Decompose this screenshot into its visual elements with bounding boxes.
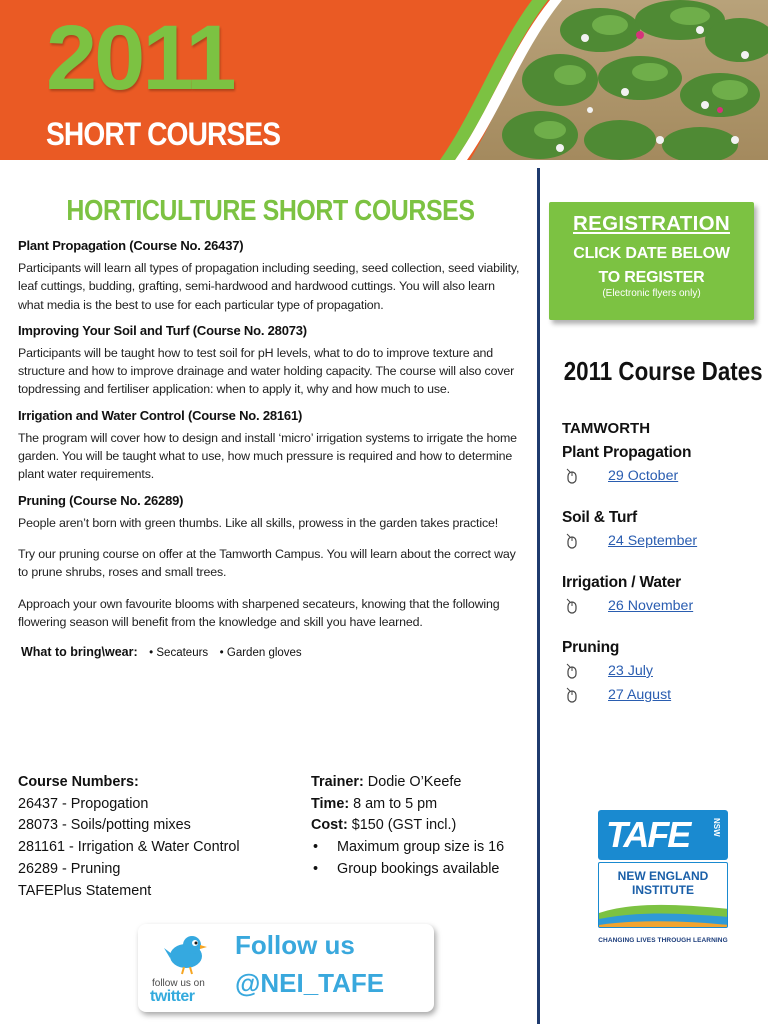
registration-box: [549, 202, 754, 320]
course-description: Participants will learn all types of propagation including seeding, seed collection, seed viability, leaf cuttings, budding, grafting, semi-hardwood and hardwood cuttings. You will also learn what media is the best to use for each particular type of propagation.: [18, 261, 520, 312]
twitter-wordmark: twitter: [150, 988, 195, 1005]
course-description: Approach your own favourite blooms with sharpened secateurs, knowing that the following flowering season will benefit from the knowledge and skill you have learned.: [18, 596, 500, 629]
header-banner: [0, 0, 768, 160]
registration-title: REGISTRATION: [573, 212, 730, 235]
bring-item: • Garden gloves: [219, 647, 302, 660]
tafe-logo-top: [598, 810, 728, 860]
course-number-item: TAFEPlus Statement: [18, 882, 152, 899]
what-to-bring: [18, 645, 523, 659]
follow-us-on-text: follow us on: [152, 978, 205, 989]
course-heading: Plant Propagation (Course No. 26437): [18, 238, 244, 253]
date-group: [562, 444, 762, 491]
date-row[interactable]: [562, 467, 762, 491]
date-group: [562, 509, 762, 556]
landscape-swoosh-icon: [599, 899, 728, 928]
tafe-wordmark: TAFE: [606, 814, 690, 855]
date-row[interactable]: [562, 662, 762, 686]
course-number-item: 26437 - Propogation: [18, 795, 149, 812]
cost-line: Cost: $150 (GST incl.): [311, 817, 457, 834]
date-group-title: Plant Propagation: [562, 444, 692, 461]
twitter-bird-icon: [162, 930, 208, 976]
date-row[interactable]: [562, 597, 762, 621]
date-group: [562, 639, 762, 710]
tafe-logo: [596, 808, 730, 953]
follow-us-heading: Follow us: [235, 930, 355, 960]
date-group-title: Pruning: [562, 639, 620, 656]
date-link[interactable]: 23 July: [608, 663, 653, 679]
tafe-nsw-label: NSW: [712, 818, 721, 837]
mouse-pointer-icon: [565, 533, 579, 549]
course-dates-list: [562, 420, 762, 728]
time-line: Time: 8 am to 5 pm: [311, 795, 438, 812]
course-dates-title: 2011 Course Dates: [563, 356, 763, 386]
date-link[interactable]: 27 August: [608, 687, 672, 703]
location-label: TAMWORTH: [562, 420, 651, 437]
course-heading: Irrigation and Water Control (Course No. 28161): [18, 407, 303, 423]
date-link[interactable]: 29 October: [608, 468, 679, 484]
course-descriptions: [18, 195, 523, 659]
trainer-line: Trainer: Dodie O’Keefe: [311, 774, 462, 790]
course-number-item: 281161 - Irrigation & Water Control: [18, 839, 240, 856]
date-link[interactable]: 26 November: [608, 598, 694, 614]
registration-instruction: CLICK DATE BELOW: [573, 245, 730, 262]
mouse-pointer-icon: [565, 687, 579, 703]
twitter-handle[interactable]: @NEI_TAFE: [235, 968, 385, 998]
banner-subtitle: SHORT COURSES: [46, 116, 281, 152]
course-number-item: 28073 - Soils/potting mixes: [18, 817, 191, 834]
mouse-pointer-icon: [565, 468, 579, 484]
course-numbers: [18, 772, 308, 902]
date-group-title: Soil & Turf: [562, 509, 638, 526]
page-title: HORTICULTURE SHORT COURSES: [66, 195, 475, 227]
course-description: People aren’t born with green thumbs. Like all skills, prowess in the garden takes practice!: [18, 515, 499, 530]
bring-item: • Secateurs: [149, 647, 209, 660]
date-group: [562, 574, 762, 621]
logistics-bullet: • Maximum group size is 16: [311, 837, 526, 859]
registration-instruction: TO REGISTER: [598, 269, 705, 286]
twitter-follow-box[interactable]: [138, 924, 434, 1012]
tafe-logo-body: [598, 862, 728, 928]
course-number-item: 26289 - Pruning: [18, 860, 121, 877]
logistics-bullet: • Group bookings available: [311, 859, 526, 881]
date-row[interactable]: [562, 686, 762, 710]
course-description: Participants will be taught how to test soil for pH levels, what to do to improve texture and structure and how to improve drainage and water holding capacity. The course will also cover topdressing and fertiliser application: when to apply it, why and how much to use.: [18, 345, 515, 397]
logistics-bullets: [311, 837, 526, 880]
course-description: Try our pruning course on offer at the Tamworth Campus. You will learn about the correct way to prune shrubs, roses and small trees.: [18, 546, 516, 580]
course-logistics: [311, 772, 526, 881]
date-row[interactable]: [562, 532, 762, 556]
course-heading: Improving Your Soil and Turf (Course No. 28073): [18, 322, 307, 338]
what-to-bring-label: What to bring\wear:: [21, 645, 138, 660]
course-heading: Pruning (Course No. 26289): [18, 492, 184, 508]
column-divider: [537, 168, 540, 1024]
course-description: The program will cover how to design and install ‘micro’ irrigation systems to irrigate the home garden. You will be taught what to use, how much pressure is required and how to determine plant water requirements.: [18, 430, 517, 482]
date-group-title: Irrigation / Water: [562, 574, 681, 591]
banner-year: 2011: [46, 7, 234, 109]
registration-note: (Electronic flyers only): [602, 288, 701, 299]
mouse-pointer-icon: [565, 598, 579, 614]
course-numbers-label: Course Numbers:: [18, 774, 139, 790]
mouse-pointer-icon: [565, 663, 579, 679]
date-link[interactable]: 24 September: [608, 533, 698, 549]
institute-name: NEW ENGLAND INSTITUTE: [617, 869, 709, 897]
tafe-tagline: CHANGING LIVES THROUGH LEARNING: [598, 937, 728, 944]
